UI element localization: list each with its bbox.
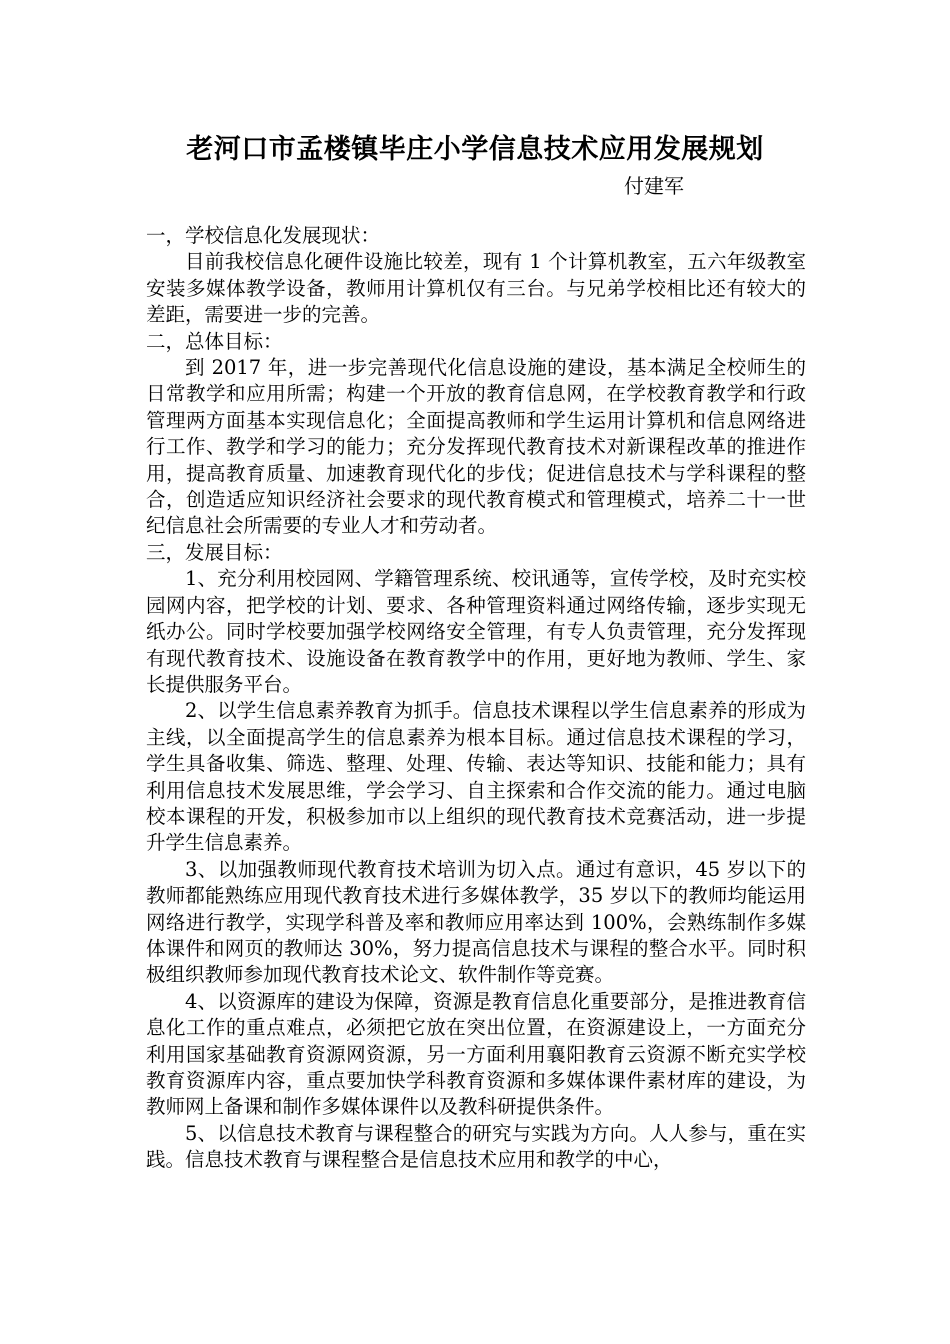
document-author: 付建军 <box>624 174 684 198</box>
paragraph-goal-4: 4、以资源库的建设为保障，资源是教育信息化重要部分，是推进教育信息化工作的重点难点，必须把它放在突出位置，在资源建设上，一方面充分利用国家基础教育资源网资源，另一方面利用襄阳教育云资源不断充实学校教育资源库内容，重点要加快学科教育资源和多媒体课件素材库的建设，为教师网上备课和制作多媒体课件以及教科研提供条件。 <box>146 989 806 1119</box>
paragraph-goal-2: 2、以学生信息素养教育为抓手。信息技术课程以学生信息素养的形成为主线，以全面提高学生的信息素养为根本目标。通过信息技术课程的学习，学生具备收集、筛选、整理、处理、传输、表达等知识、技能和能力；具有利用信息技术发展思维，学会学习、自主探索和合作交流的能力。通过电脑校本课程的开发，积极参加市以上组织的现代教育技术竞赛活动，进一步提升学生信息素养。 <box>146 699 806 855</box>
document-body <box>146 223 806 1174</box>
paragraph-goal-5: 5、以信息技术教育与课程整合的研究与实践为方向。人人参与，重在实践。信息技术教育与课程整合是信息技术应用和教学的中心， <box>146 1121 806 1172</box>
section-heading-3: 三，发展目标： <box>146 540 283 564</box>
document-title: 老河口市孟楼镇毕庄小学信息技术应用发展规划 <box>186 134 764 165</box>
paragraph-status: 目前我校信息化硬件设施比较差，现有 1 个计算机教室，五六年级教室安装多媒体教学设备，教师用计算机仅有三台。与兄弟学校相比还有较大的差距，需要进一步的完善。 <box>146 250 806 327</box>
paragraph-goal-1: 1、充分利用校园网、学籍管理系统、校讯通等，宣传学校，及时充实校园网内容，把学校的计划、要求、各种管理资料通过网络传输，逐步实现无纸办公。同时学校要加强学校网络安全管理，有专人负责管理，充分发挥现有现代教育技术、设施设备在教育教学中的作用，更好地为教师、学生、家长提供服务平台。 <box>146 567 806 696</box>
section-heading-1: 一，学校信息化发展现状： <box>146 224 381 247</box>
section-heading-2: 二，总体目标： <box>146 329 283 353</box>
paragraph-goal-3: 3、以加强教师现代教育技术培训为切入点。通过有意识，45 岁以下的教师都能熟练应用现代教育技术进行多媒体教学，35 岁以下的教师均能运用网络进行教学，实现学科普及率和教师应用率达到 100%，会熟练制作多媒体课件和网页的教师达 30%，努力提高信息技术与课程的整合水平。同时积极组织教师参加现代教育技术论文、软件制作等竞赛。 <box>146 857 806 987</box>
paragraph-overall-goal: 到 2017 年，进一步完善现代化信息设施的建设，基本满足全校师生的日常教学和应用所需；构建一个开放的教育信息网，在学校教育教学和行政管理两方面基本实现信息化；全面提高教师和学生运用计算机和信息网络进行工作、教学和学习的能力；充分发挥现代教育技术对新课程改革的推进作用，提高教育质量、加速教育现代化的步伐；促进信息技术与学科课程的整合，创造适应知识经济社会要求的现代教育模式和管理模式，培养二十一世纪信息社会所需要的专业人才和劳动者。 <box>146 356 806 538</box>
